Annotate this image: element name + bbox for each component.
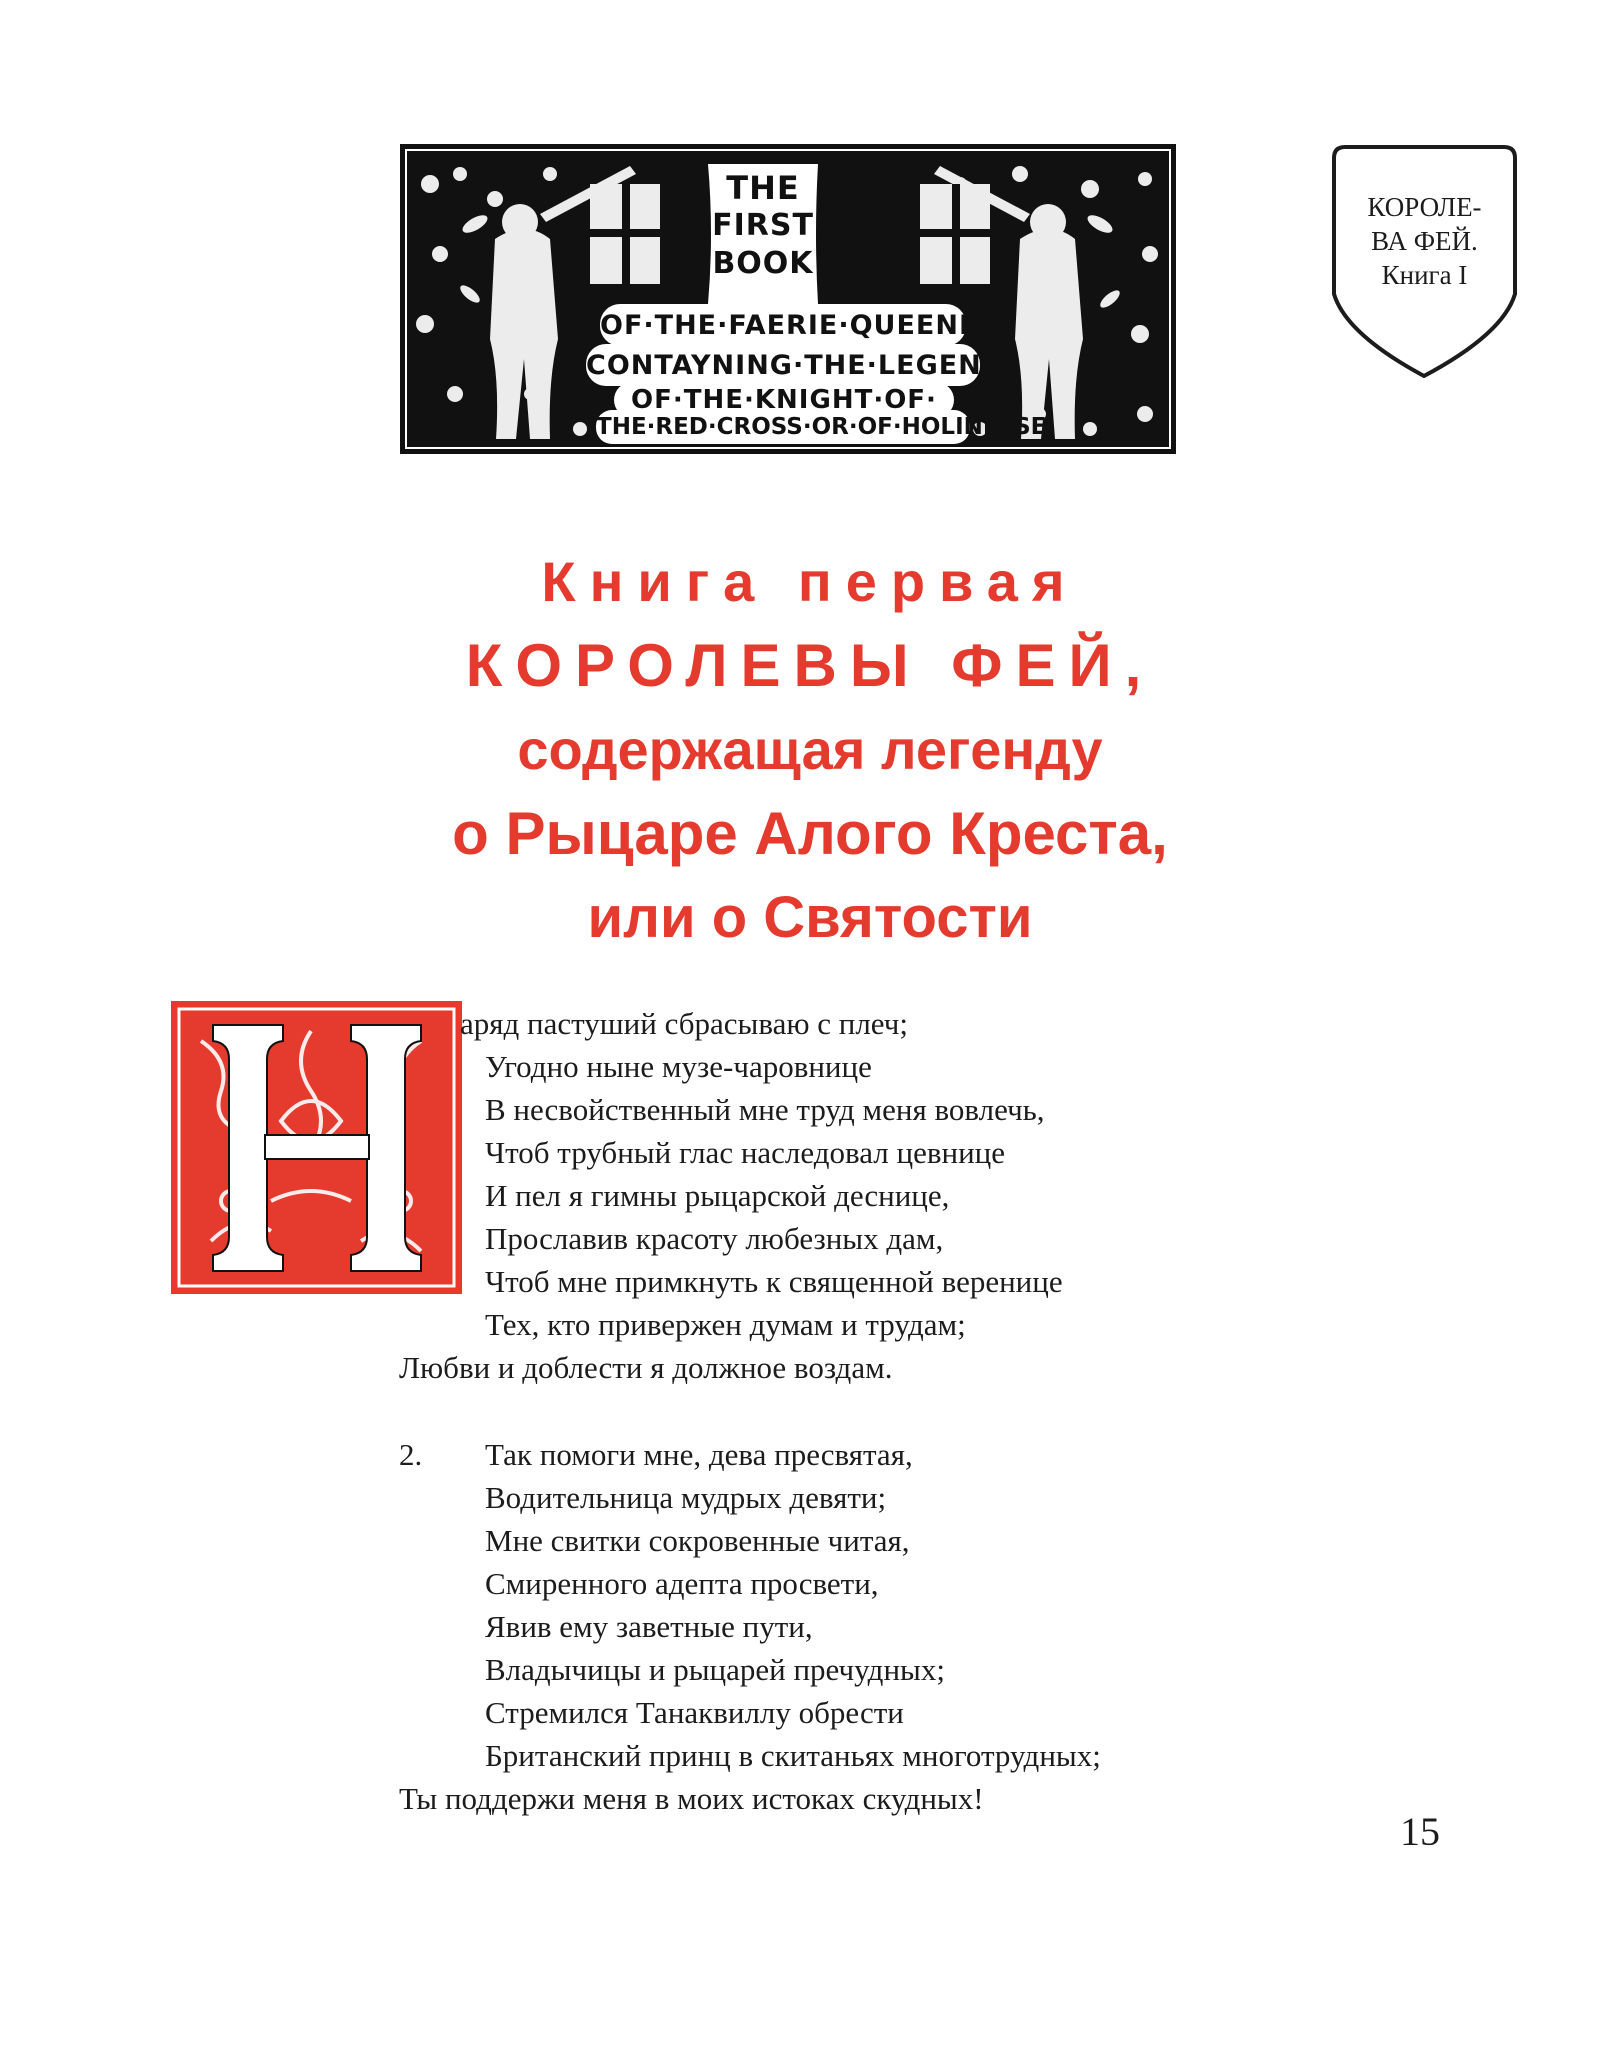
verse-line: Владычицы и рыцарей пречудных; [485, 1652, 945, 1687]
verse-line: Чтоб трубный глас наследовал цевнице [485, 1135, 1006, 1170]
banner-line-contayning: CONTAYNING·THE·LEGEND [586, 350, 1006, 381]
title-line: Книга первая [541, 550, 1079, 613]
verse-line: Любви и доблести я должное воздам. [399, 1350, 893, 1385]
verse-line: Так помоги мне, дева пресвятая, [485, 1437, 913, 1472]
verse-line: Чтоб мне примкнуть к священной веренице [485, 1264, 1063, 1299]
banner-line-first: FIRST [712, 208, 814, 243]
title-line: содержащая легенду [517, 718, 1103, 781]
verse-line: В несвойственный мне труд меня вовлечь, [485, 1092, 1045, 1127]
banner-line-knight-of: OF·THE·KNIGHT·OF· [631, 385, 937, 415]
banner-line-faerie-queene: OF·THE·FAERIE·QUEENE [600, 310, 979, 341]
title-line: КОРОЛЕВЫ ФЕЙ, [465, 632, 1155, 699]
verse-line: Прославив красоту любезных дам, [485, 1221, 944, 1256]
verse-line: аряд пастуший сбрасываю с плеч; [460, 1006, 909, 1041]
stanza-number: 2. [399, 1437, 423, 1472]
shield-line: Книга I [1381, 260, 1468, 290]
verse-line: Тех, кто привержен думам и трудам; [485, 1307, 966, 1342]
verse-line: Явив ему заветные пути, [485, 1609, 813, 1644]
verse-line: Ты поддержи меня в моих истоках скудных! [399, 1781, 984, 1816]
banner-line-red-cross: THE·RED·CROSS·OR·OF·HOLINESSE [596, 414, 1047, 440]
banner-line-book: BOOK [712, 246, 814, 281]
verse-line: Мне свитки сокровенные читая, [485, 1523, 910, 1558]
verse-line: Водительница мудрых девяти; [485, 1480, 887, 1515]
title-line: или о Святости [587, 885, 1033, 950]
title-line: о Рыцаре Алого Креста, [452, 800, 1168, 867]
verse-line: Смиренного адепта просвети, [485, 1566, 879, 1601]
verse-line: И пел я гимны рыцарской деснице, [485, 1178, 950, 1213]
banner-line-the: THE [726, 169, 800, 207]
verse-line: Британский принц в скитаньях многотрудных; [485, 1738, 1101, 1773]
verse-line: Угодно ныне музе-чаровнице [485, 1049, 872, 1084]
verse-line: Стремился Танаквиллу обрести [485, 1695, 904, 1730]
shield-line: ВА ФЕЙ. [1371, 226, 1478, 256]
page-number: 15 [1400, 1809, 1440, 1854]
shield-line: КОРОЛЕ- [1367, 192, 1482, 222]
